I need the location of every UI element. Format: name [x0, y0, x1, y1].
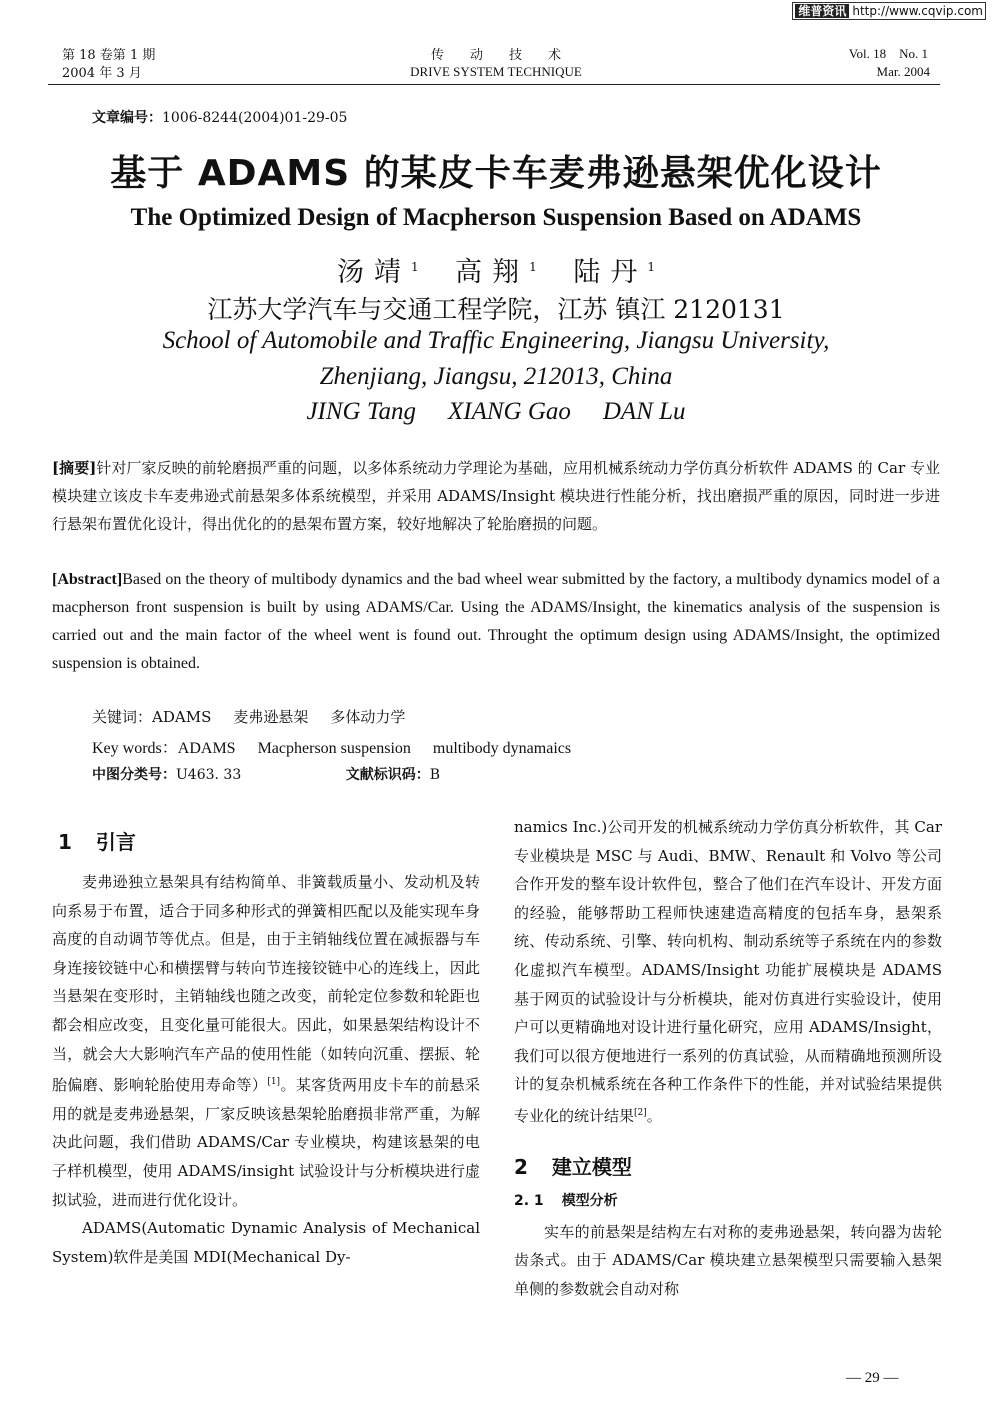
- intro-paragraph-1: 麦弗逊独立悬架具有结构简单、非簧载质量小、发动机及转向系易于布置，适合于同多种形式的弹簧相匹配以及能实现车身高度的自动调节等优点。但是，由于主销轴线位置在减振器与车身连接铰链中心和横摆臂与转向节连接铰链中心的连线上，因此当悬架在变形时，主销轴线也随之改变，前轮定位参数和轮距也都会相应改变，且变化量可能很大。因此，如果悬架结构设计不当，就会大大影响汽车产品的使用性能（如转向沉重、摆振、轮胎偏磨、影响轮胎使用寿命等）[1]。某客货两用皮卡车的前悬采用的就是麦弗逊悬架，厂家反映该悬架轮胎磨损非常严重，为解决此问题，我们借助 ADAMS/Car 专业模块，构建该悬架的电子样机模型，使用 ADAMS/insight 试验设计与分析模块进行虚拟试验，进而进行优化设计。: [52, 873, 480, 1209]
- authors-english: [0, 398, 992, 426]
- model-paragraph-1: 实车的前悬架是结构左右对称的麦弗逊悬架，转向器为齿轮齿条式。由于 ADAMS/Car 模块建立悬架模型只需要输入悬架单侧的参数就会自动对称: [514, 1222, 942, 1298]
- keywords-cn-label: 关键词：: [92, 708, 153, 726]
- watermark-banner: [792, 2, 986, 20]
- article-number-label: 文章编号：: [92, 110, 162, 126]
- section-1-number: 1: [58, 830, 72, 854]
- classification-row: [92, 764, 440, 784]
- keywords-english: [92, 735, 593, 758]
- author-1: 汤靖$^1$: [336, 257, 419, 288]
- keyword-cn-2: 麦弗逊悬架: [233, 708, 309, 726]
- header-journal-en: DRIVE SYSTEM TECHNIQUE: [410, 64, 582, 79]
- author-en-2: XIANG Gao: [447, 398, 571, 425]
- header-volume: 第 18 卷第 1 期: [62, 48, 156, 63]
- abstract-en-text: Based on the theory of multibody dynamics and the bad wheel wear submitted by the factory, a multibody dynamics model of a macpherson front suspension is built by using ADAMS/Car. Using the ADAMS/Insight, the kinematics analysis of the suspension is carried out and the main factor of the wheel went is found out. Throught the optimum design using ADAMS/Insight, the optimized suspension is obtained.: [52, 571, 940, 672]
- section-1-heading: [58, 826, 136, 855]
- affiliation-english-line2: Zhenjiang, Jiangsu, 212013, China: [319, 363, 673, 390]
- section-2-number: 2: [514, 1154, 528, 1179]
- doc-code-label: 文献标识码：: [345, 767, 430, 783]
- page-number: — 29 —: [846, 1370, 899, 1386]
- subsection-2-1-title: 模型分析: [561, 1193, 618, 1210]
- abstract-en-label: [Abstract]: [52, 571, 123, 588]
- abstract-cn-label: [摘要]: [52, 459, 97, 477]
- keyword-en-3: multibody dynamaics: [432, 740, 572, 757]
- watermark-url: http://www.cqvip.com: [852, 4, 983, 18]
- keyword-en-2: Macpherson suspension: [257, 740, 411, 757]
- title-english: The Optimized Design of Macpherson Suspension Based on ADAMS: [130, 204, 862, 231]
- right-column: [514, 813, 942, 1304]
- doc-code-value: B: [429, 767, 440, 783]
- header-month: Mar. 2004: [876, 64, 930, 79]
- citation-1: [1]: [267, 1077, 281, 1088]
- authors-chinese: [0, 250, 992, 289]
- keyword-cn-3: 多体动力学: [330, 708, 406, 726]
- header-vol-no: Vol. 18 No. 1: [848, 46, 928, 61]
- clc-value: U463. 33: [176, 767, 242, 783]
- abstract-cn-text: 针对厂家反映的前轮磨损严重的问题，以多体系统动力学理论为基础，应用机械系统动力学仿真分析软件 ADAMS 的 Car 专业模块建立该皮卡车麦弗逊式前悬架多体系统模型，并采用 ADAMS/Insight 模块进行性能分析，找出磨损严重的原因，同时进一步进行悬架布置优化设计，得出优化的的悬架布置方案，较好地解决了轮胎磨损的问题。: [52, 459, 941, 533]
- header-journal-cn: 传 动 技 术: [430, 48, 561, 63]
- header-rule: [48, 84, 940, 85]
- intro-paragraph-2-continued: namics Inc.)公司开发的机械系统动力学仿真分析软件，其 Car 专业模块是 MSC 与 Audi、BMW、Renault 和 Volvo 等公司合作开发的整车设计软件包，整合了他们在汽车设计、开发方面的经验，能够帮助工程师快速建造高精度的包括车身，悬架系统、传动系统、引擎、转向机构、制动系统等子系统在内的参数化虚拟汽车模型。ADAMS/Insight 功能扩展模块是 ADAMS 基于网页的试验设计与分析模块，能对仿真进行实验设计，使用户可以更精确地对设计进行量化研究，应用 ADAMS/Insight，我们可以很方便地进行一系列的仿真试验，从而精确地预测所设计的复杂机械系统在各种工作条件下的性能，并对试验结果提供专业化的统计结果[2]。: [514, 818, 942, 1125]
- abstract-english: [52, 566, 940, 678]
- header-date: 2004 年 3 月: [62, 66, 142, 81]
- section-1-title: 引言: [95, 830, 136, 854]
- citation-2: [2]: [634, 1107, 647, 1118]
- watermark-brand: 维普资讯: [795, 4, 849, 18]
- author-3: 陆丹$^1$: [573, 257, 656, 288]
- intro-paragraph-2-start: ADAMS(Automatic Dynamic Analysis of Mechanical System)软件是美国 MDI(Mechanical Dy-: [52, 1219, 480, 1266]
- author-en-1: JING Tang: [306, 398, 416, 425]
- affiliation-chinese: 江苏大学汽车与交通工程学院，江苏 镇江 2120131: [207, 295, 785, 324]
- author-en-3: DAN Lu: [602, 398, 686, 425]
- title-chinese: 基于 ADAMS 的某皮卡车麦弗逊悬架优化设计: [110, 153, 882, 194]
- keywords-chinese: [92, 706, 427, 727]
- left-column: [52, 868, 480, 1271]
- article-number: [92, 107, 347, 127]
- abstract-chinese: [52, 454, 940, 538]
- subsection-2-1-heading: [514, 1187, 942, 1216]
- article-number-value: 1006-8244(2004)01-29-05: [162, 110, 348, 126]
- affiliation-english-line1: School of Automobile and Traffic Engineering, Jiangsu University,: [162, 327, 830, 354]
- author-2: 高翔$^1$: [455, 257, 537, 288]
- section-2-heading: [514, 1153, 942, 1182]
- section-2-title: 建立模型: [551, 1154, 632, 1179]
- keywords-en-label: Key words：: [92, 740, 178, 757]
- keyword-en-1: ADAMS: [177, 740, 236, 757]
- keyword-cn-1: ADAMS: [152, 708, 212, 726]
- subsection-2-1-number: 2. 1: [514, 1193, 544, 1210]
- clc-label: 中图分类号：: [92, 767, 176, 783]
